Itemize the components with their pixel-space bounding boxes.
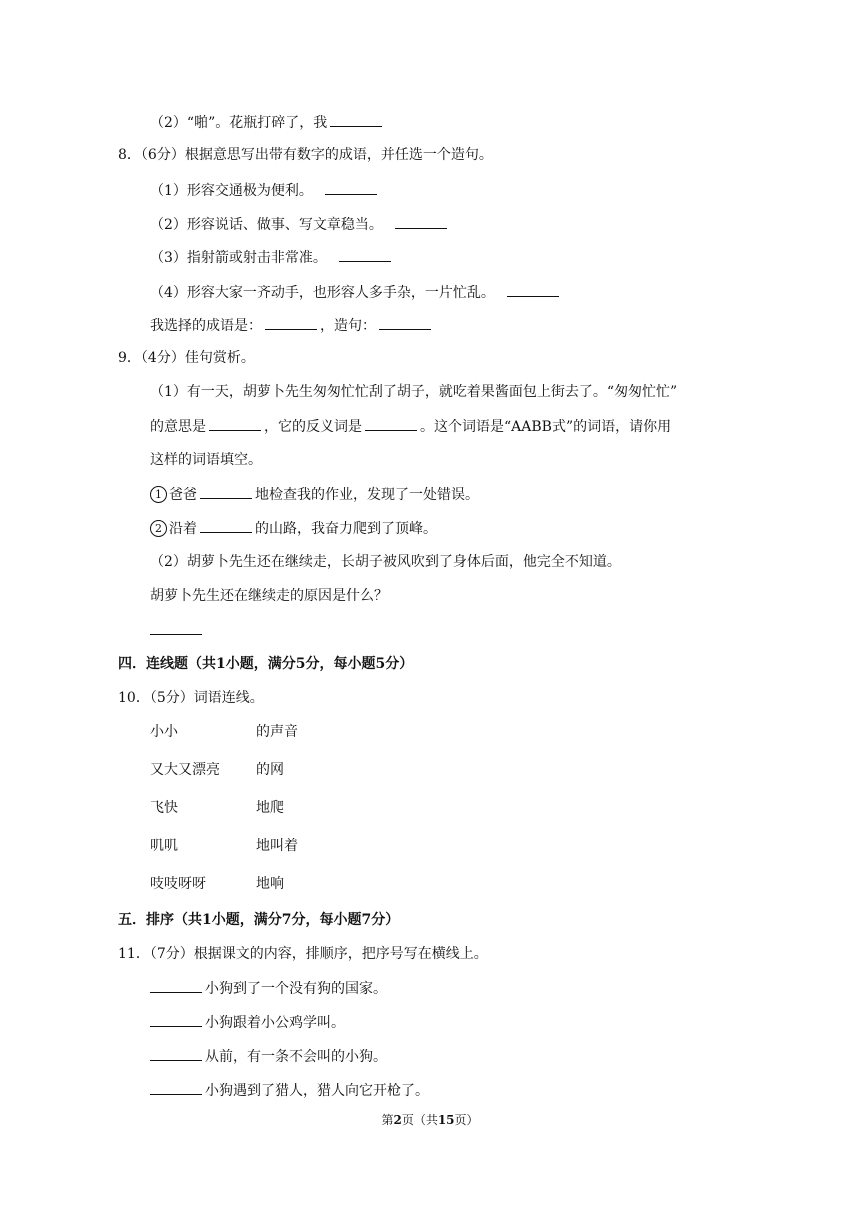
q9-line2-text-a: 的意思是 [150, 419, 206, 435]
q8-item-1-text: （1）形容交通极为便利。 [150, 183, 313, 199]
q11-header: 11．（7分）根据课文的内容，排顺序，把序号写在横线上。 [118, 946, 488, 962]
answer-blank[interactable] [325, 180, 377, 195]
q10-right-2[interactable]: 的网 [256, 762, 284, 778]
q11-item-2-text: 小狗跟着小公鸡学叫。 [205, 1015, 345, 1031]
answer-blank[interactable] [265, 315, 317, 330]
footer-suffix: 页） [454, 1113, 479, 1127]
q9-part1-line1: （1）有一天，胡萝卜先生匆匆忙忙刮了胡子，就吃着果酱面包上街去了。“匆匆忙忙” [150, 384, 678, 400]
q10-header: 10．（5分）词语连线。 [118, 690, 264, 706]
circled-number: 1 [150, 486, 167, 503]
q8-choice-line [150, 315, 434, 336]
q8-header: 8．（6分）根据意思写出带有数字的成语，并任选一个造句。 [118, 147, 493, 163]
answer-blank[interactable] [330, 112, 382, 127]
q9-part1-line2 [150, 416, 671, 437]
answer-blank[interactable] [507, 282, 559, 297]
page-footer [0, 1112, 860, 1128]
q8-sentence-label: ，造句： [320, 318, 376, 334]
answer-blank[interactable] [150, 1012, 202, 1027]
footer-prefix: 第 [381, 1113, 394, 1127]
section-5-title: 五．排序（共1小题，满分7分，每小题7分） [118, 912, 400, 928]
answer-blank[interactable] [150, 978, 202, 993]
answer-blank[interactable] [379, 315, 431, 330]
q9-fill-1 [150, 484, 479, 505]
q9-part2-question: 胡萝卜先生还在继续走的原因是什么？ [150, 588, 388, 604]
footer-total-pages: 15 [437, 1113, 455, 1127]
footer-page-number: 2 [393, 1113, 402, 1127]
footer-middle: 页（共 [401, 1113, 438, 1127]
q8-choice-label: 我选择的成语是： [150, 318, 262, 334]
q11-item-3 [150, 1046, 387, 1067]
answer-blank[interactable] [200, 484, 252, 499]
q8-item-3 [150, 247, 394, 268]
q8-item-2 [150, 214, 450, 235]
q8-item-4 [150, 282, 562, 303]
answer-blank[interactable] [200, 518, 252, 533]
q9-fill2-text-b: 的山路，我奋力爬到了顶峰。 [255, 521, 437, 537]
q8-item-3-text: （3）指射箭或射击非常准。 [150, 250, 327, 266]
q10-right-5[interactable]: 地响 [256, 876, 284, 892]
answer-blank[interactable] [150, 1046, 202, 1061]
q9-line2-text-b: ，它的反义词是 [264, 419, 362, 435]
q9-fill2-text-a: 沿着 [169, 521, 197, 537]
q9-part2-line1: （2）胡萝卜先生还在继续走，长胡子被风吹到了身体后面，他完全不知道。 [150, 554, 621, 570]
q11-item-3-text: 从前，有一条不会叫的小狗。 [205, 1049, 387, 1065]
q9-fill-2 [150, 518, 437, 539]
q9-fill1-text-b: 地检查我的作业，发现了一处错误。 [255, 487, 479, 503]
circled-number: 2 [150, 520, 167, 537]
q9-part2-answer [150, 620, 205, 641]
q11-item-4-text: 小狗遇到了猎人，猎人向它开枪了。 [205, 1083, 429, 1099]
answer-blank[interactable] [150, 1080, 202, 1095]
answer-blank[interactable] [365, 416, 417, 431]
q7-part2-line [150, 112, 385, 133]
q10-left-1[interactable]: 小小 [150, 724, 178, 740]
q7-part2-text: （2）“啪”。花瓶打碎了，我 [150, 115, 328, 131]
q9-line2-text-c: 。这个词语是“AABB式”的词语，请你用 [420, 419, 672, 435]
q10-left-2[interactable]: 又大又漂亮 [150, 762, 220, 778]
q10-left-4[interactable]: 叽叽 [150, 838, 178, 854]
q11-item-1 [150, 978, 387, 999]
q8-item-1 [150, 180, 380, 201]
q10-right-1[interactable]: 的声音 [256, 724, 298, 740]
q9-part1-line3: 这样的词语填空。 [150, 452, 262, 468]
q10-left-5[interactable]: 吱吱呀呀 [150, 876, 206, 892]
q8-item-2-text: （2）形容说话、做事、写文章稳当。 [150, 217, 383, 233]
q10-left-3[interactable]: 飞快 [150, 800, 178, 816]
q11-item-1-text: 小狗到了一个没有狗的国家。 [205, 981, 387, 997]
q9-fill1-text-a: 爸爸 [169, 487, 197, 503]
answer-blank[interactable] [209, 416, 261, 431]
section-4-title: 四．连线题（共1小题，满分5分，每小题5分） [118, 656, 414, 672]
answer-blank[interactable] [339, 247, 391, 262]
q10-right-4[interactable]: 地叫着 [256, 838, 298, 854]
q9-header: 9．（4分）佳句赏析。 [118, 350, 255, 366]
q8-item-4-text: （4）形容大家一齐动手，也形容人多手杂，一片忙乱。 [150, 285, 495, 301]
answer-blank[interactable] [395, 214, 447, 229]
q11-item-4 [150, 1080, 429, 1101]
q10-right-3[interactable]: 地爬 [256, 800, 284, 816]
q11-item-2 [150, 1012, 345, 1033]
answer-blank[interactable] [150, 620, 202, 635]
